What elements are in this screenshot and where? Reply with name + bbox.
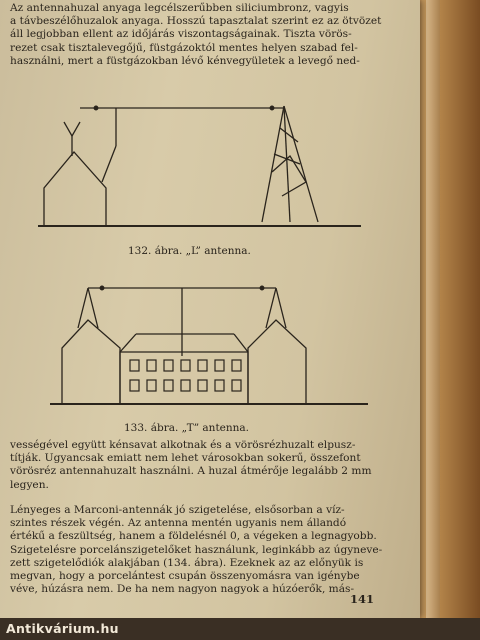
text-line: szintes részek végén. Az antenna mentén ugyanis nem állandó [10, 517, 347, 530]
page-number: 141 [350, 592, 375, 606]
text-line: Szigetelésre porcelánszigetelőket használunk, leginkább az úgyneve- [10, 543, 383, 556]
paragraph-insulation [10, 504, 383, 596]
figure-l-antenna [36, 86, 366, 242]
text-line: a távbeszélőhuzalok anyaga. Hosszú tapasztalat szerint ez az ötvözet [10, 15, 382, 28]
text-line: megvan, hogy a porcelántest csupán összenyomásra van igénybe [10, 570, 360, 583]
book-edge [426, 0, 440, 640]
text-line: títják. Ugyancsak emiatt nem lehet városokban sokerű, összefont [10, 452, 361, 465]
text-line: zett szigetelődiók alakjában (134. ábra). Ezeknek az az előnyük is [10, 556, 364, 569]
text-line: vességével együtt kénsavat alkotnak és a vörösrézhuzalt elpusz- [10, 439, 356, 451]
text-line: értékű a feszültség, hanem a földelésnél 0, a végeken a legnagyobb. [10, 530, 377, 543]
text-line: vörösréz antennahuzalt használni. A huzal átmérője legalább 2 mm [10, 465, 372, 478]
paragraph-sulfuric-acid [10, 439, 372, 492]
text-line: áll legjobban ellent az időjárás viszontagságainak. Tiszta vörös- [10, 28, 352, 41]
figure-132-caption: 132. ábra. „L” antenna. [128, 245, 251, 257]
watermark-logo: Antikvárium.hu [6, 621, 119, 636]
text-line: használni, mert a füstgázokban lévő kénvegyületek a levegő ned- [10, 54, 360, 67]
desk-background [410, 0, 480, 640]
text-line: legyen. [10, 478, 49, 491]
text-line: Az antennahuzal anyaga legcélszerűbben siliciumbronz, vagyis [10, 2, 349, 14]
text-line: rezet csak tisztalevegőjű, füstgázoktól mentes helyen szabad fel- [10, 41, 358, 54]
figure-133-caption: 133. ábra. „T” antenna. [124, 422, 250, 434]
text-line: Lényeges a Marconi-antennák jó szigetelése, elsősorban a víz- [10, 504, 345, 516]
figure-t-antenna [50, 280, 370, 416]
text-line: véve, húzásra nem. De ha nem nagyon nagyok a húzóerők, más- [10, 583, 355, 596]
paragraph-antenna-material [10, 2, 382, 68]
